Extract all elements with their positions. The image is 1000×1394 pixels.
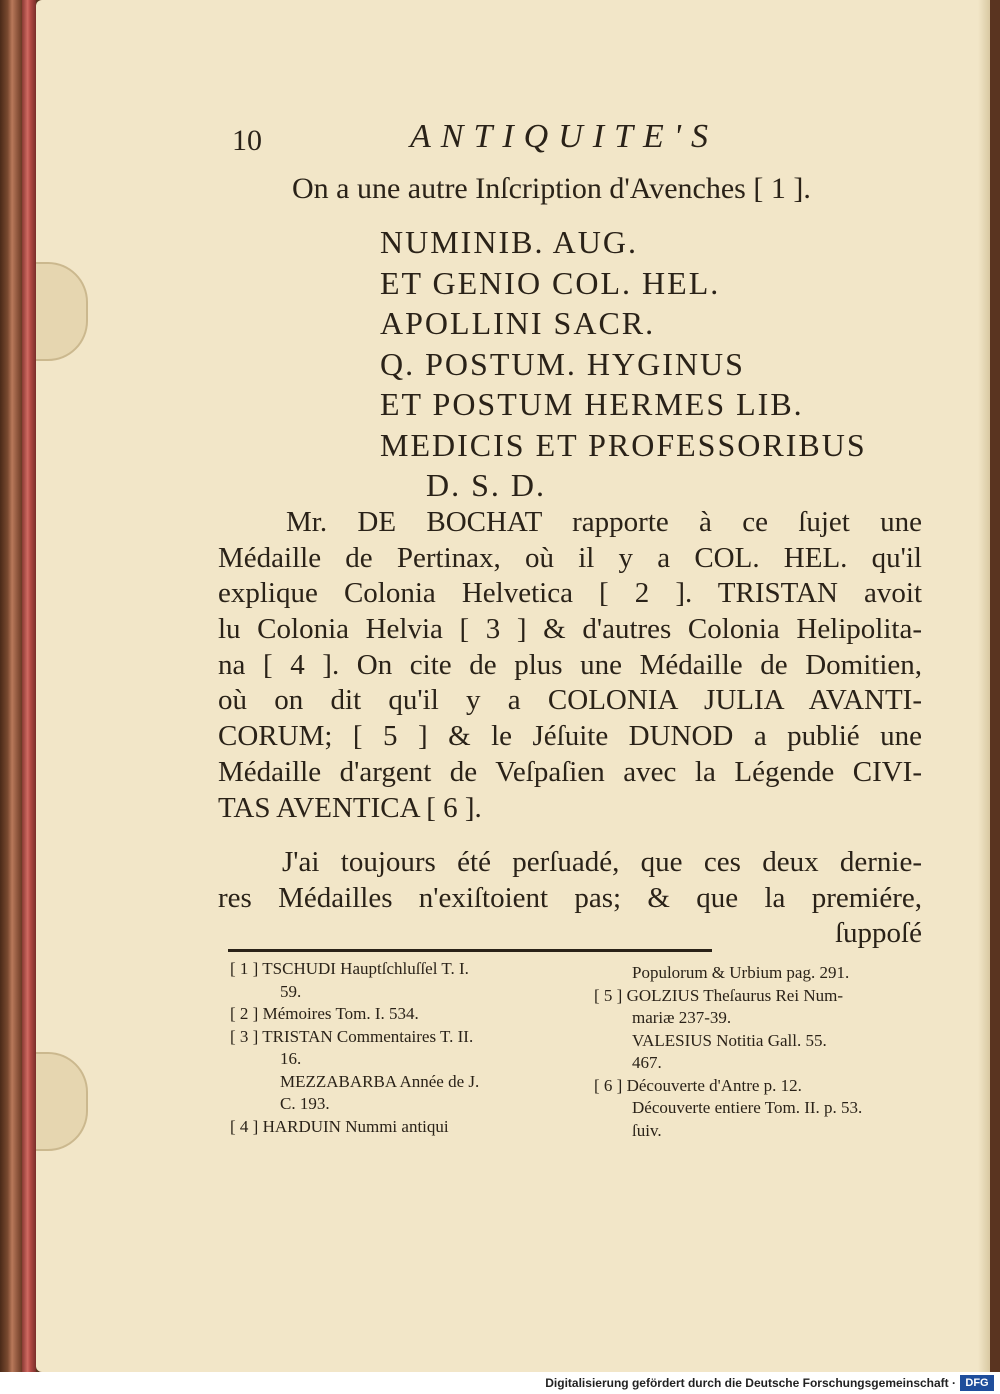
footnote-line: VALESIUS Notitia Gall. 55.: [632, 1030, 827, 1050]
running-title: ANTIQUITE'S: [410, 118, 719, 155]
inscription-block: [380, 222, 867, 506]
footnote-line: 16.: [280, 1049, 302, 1068]
inscription-line: MEDICIS ET PROFESSORIBUS: [380, 426, 867, 463]
book-binding: [0, 0, 22, 1372]
dfg-logo: DFG: [960, 1375, 994, 1391]
digitization-footer: [0, 1372, 1000, 1394]
footnote-line: 59.: [280, 981, 302, 1001]
paragraph-2: [218, 845, 922, 952]
footnote-line: Découverte entiere Tom. II. p. 53.: [632, 1098, 863, 1117]
footnote-line: ſuiv.: [632, 1120, 662, 1140]
footnote-line: [ 4 ] HARDUIN Nummi antiqui: [230, 1116, 449, 1136]
binding-edge: [22, 0, 36, 1372]
page-edge: [978, 0, 990, 1372]
text-line: lu Colonia Helvia [ 3 ] & d'autres Colonia Helipolita-: [218, 613, 922, 646]
text-line: où on dit qu'il y a COLONIA JULIA AVANTI-: [218, 684, 922, 717]
inscription-line: ET GENIO COL. HEL.: [380, 264, 721, 301]
inscription-line: ET POSTUM HERMES LIB.: [380, 386, 804, 422]
text-line: na [ 4 ]. On cite de plus une Médaille de Domitien,: [218, 648, 922, 681]
page-number: 10: [232, 124, 262, 157]
text-line: explique Colonia Helvetica [ 2 ]. TRISTAN avoit: [218, 577, 922, 610]
footnotes-right: [594, 962, 924, 1142]
footnote-line: 467.: [632, 1053, 662, 1072]
inscription-line: D. S. D.: [426, 467, 547, 503]
text-line: CORUM; [ 5 ] & le Jéſuite DUNOD a publié une: [218, 720, 922, 753]
footnote-line: [ 5 ] GOLZIUS Theſaurus Rei Num-: [594, 985, 843, 1005]
footnote-line: MEZZABARBA Année de J.: [280, 1071, 480, 1091]
footnote-line: [ 1 ] TSCHUDI Hauptſchluſſel T. I.: [230, 959, 469, 978]
funding-credit: Digitalisierung gefördert durch die Deutsche Forschungsgemeinschaft ·: [545, 1376, 956, 1390]
text-line: J'ai toujours été perſuadé, que ces deux dernie-: [282, 846, 922, 878]
footnote-line: [ 2 ] Mémoires Tom. I. 534.: [230, 1004, 419, 1023]
footnote-line: mariæ 237-39.: [632, 1008, 732, 1027]
text-line: res Médailles n'exiſtoient pas; & que la premiére,: [218, 881, 922, 914]
text-line: Mr. DE BOCHAT rapporte à ce ſujet une: [286, 506, 922, 538]
page-header: [232, 118, 922, 168]
footnote-rule: [228, 949, 712, 952]
catchword: ſuppoſé: [835, 917, 922, 950]
paragraph-1: [218, 505, 922, 826]
footnote-line: Populorum & Urbium pag. 291.: [632, 963, 850, 982]
text-line: TAS AVENTICA [ 6 ].: [218, 791, 482, 824]
inscription-line: Q. POSTUM. HYGINUS: [380, 345, 745, 382]
intro-line: On a une autre Inſcription d'Avenches [ 1 ].: [292, 172, 811, 205]
inscription-line: NUMINIB. AUG.: [380, 224, 638, 260]
footnote-line: [ 3 ] TRISTAN Commentaires T. II.: [230, 1026, 474, 1046]
footnotes-left: [230, 958, 560, 1138]
text-line: Médaille d'argent de Veſpaſien avec la Légende CIVI-: [218, 755, 922, 788]
inscription-line: APOLLINI SACR.: [380, 305, 656, 341]
footnote-line: C. 193.: [280, 1094, 330, 1113]
footnote-line: [ 6 ] Découverte d'Antre p. 12.: [594, 1075, 802, 1095]
text-line: Médaille de Pertinax, où il y a COL. HEL. qu'il: [218, 541, 922, 574]
